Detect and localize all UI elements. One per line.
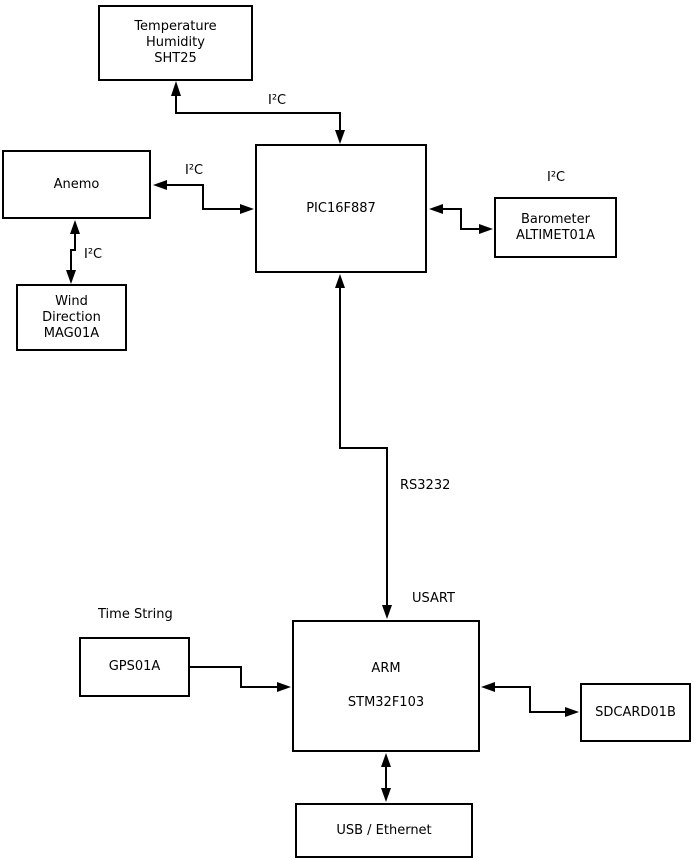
- arrow-anemo-wind: [71, 232, 75, 272]
- node-sdcard01b: [580, 683, 691, 742]
- node-label: ARM: [371, 661, 401, 676]
- node-arm-stm32f103: [292, 620, 480, 752]
- node-label: SDCARD01B: [595, 704, 676, 720]
- arrow-pic-anemo: [165, 185, 242, 209]
- bus-label-time-string: Time String: [98, 607, 173, 622]
- node-label: Temperature: [134, 19, 217, 34]
- bus-label-usart: USART: [412, 591, 455, 606]
- node-label: GPS01A: [108, 659, 161, 674]
- bus-label-i2c-wind: I²C: [84, 247, 103, 262]
- node-label: Barometer: [521, 211, 590, 227]
- node-label: PIC16F887: [306, 200, 376, 216]
- arrow-pic-arm: [340, 286, 387, 607]
- bus-label-i2c-sht25: I²C: [268, 93, 287, 108]
- arrow-arm-sdcard: [493, 687, 567, 712]
- node-usb-ethernet: [295, 803, 473, 858]
- node-label: Humidity: [146, 35, 205, 50]
- arrow-gps-arm: [190, 667, 279, 687]
- bus-label-i2c-barometer: I²C: [547, 170, 566, 185]
- node-label: SHT25: [154, 51, 197, 66]
- node-label: MAG01A: [43, 325, 100, 341]
- node-pic16f887: [255, 144, 427, 273]
- node-gps01a: [79, 637, 190, 697]
- node-anemo: [2, 150, 151, 219]
- node-label: Direction: [42, 309, 101, 325]
- arrow-pic-baro: [441, 209, 481, 229]
- bus-label-rs3232: RS3232: [400, 478, 451, 493]
- node-wind-direction-mag01a: [16, 284, 127, 351]
- node-label: Anemo: [53, 176, 100, 192]
- arrow-sht25-pic: [176, 93, 340, 132]
- bus-label-i2c-anemo: I²C: [185, 163, 204, 178]
- node-barometer-altimet01a: [494, 197, 617, 258]
- node-temperature-humidity-sht25: [98, 5, 253, 81]
- node-label: USB / Ethernet: [336, 822, 432, 838]
- node-label: Wind: [55, 293, 88, 309]
- node-label: STM32F103: [347, 695, 425, 710]
- node-label: ALTIMET01A: [516, 227, 595, 243]
